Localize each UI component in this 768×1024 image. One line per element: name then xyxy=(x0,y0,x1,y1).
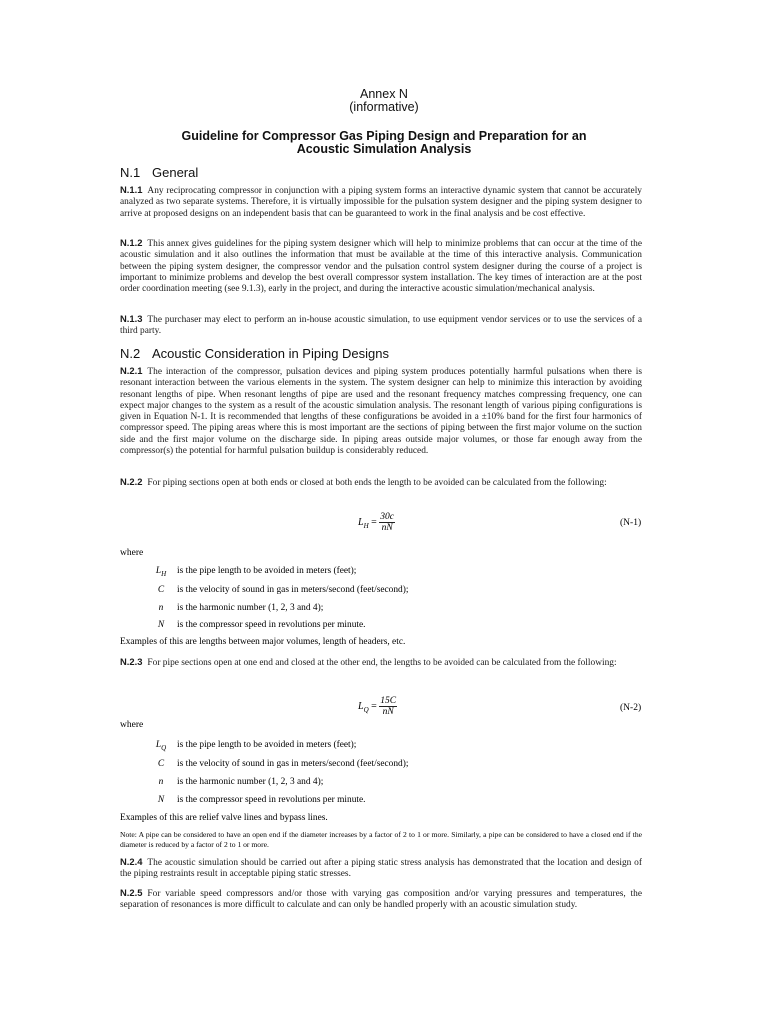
paragraph-text: For pipe sections open at one end and closed at the other end, the lengths to be avoided can be calculated from the following: xyxy=(147,658,617,668)
definition-text: is the pipe length to be avoided in meters (feet); xyxy=(177,740,357,750)
section-title: General xyxy=(152,165,199,180)
definition-text: is the harmonic number (1, 2, 3 and 4); xyxy=(177,603,324,613)
definition-row xyxy=(120,620,642,632)
equation-lhs-subscript: H xyxy=(363,521,369,530)
definition-row xyxy=(120,740,642,752)
equation-denominator: nN xyxy=(381,523,393,533)
paragraph-number: N.2.3 xyxy=(120,656,143,667)
paragraph-number: N.1.2 xyxy=(120,237,143,248)
section-heading-n1 xyxy=(120,165,198,180)
paragraph-text: The interaction of the compressor, pulsation devices and piping system produces potentially harmful pulsations when there is resonant interaction between the various elements in the system. The system designer can help to minimize this interaction by avoiding resonant lengths of pipe. When resonant lengths of pipe are used and the resonant frequency matches compressing frequency, one can expect major changes to the system as a result of the acoustic simulation analysis. The resonant length of various piping configurations is given in Equation N-1. It is recommended that lengths of these configurations be avoided in a ±10% band for the first four harmonics of compressor speed. The piping areas where this is most important are the sections of piping between the first major volume on the suction side and the first major volume on the discharge side. In piping areas outside major volumes, or those far enough away from the compressor(s) the potential for harmful pulsation buildup is considerably reduced. xyxy=(120,367,642,457)
annex-subtitle: (informative) xyxy=(349,100,419,114)
section-number: N.1 xyxy=(120,165,141,180)
paragraph-text: This annex gives guidelines for the piping system designer which will help to minimize problems that can occur at the time of the acoustic simulation and it also outlines the information that must be available at the time of this interactive analysis. Communication between the piping system designer, the compressor vendor and the pulsation control system designer during the course of a project is important to minimize problems and develop the best overall compressor system installation. The key times of interaction are at the post order coordination meeting (see 9.1.3), early in the project, and during the interactive acoustic simulation/mechanical analysis. xyxy=(120,239,642,295)
equation-numerator: 30c xyxy=(380,512,394,522)
symbol: N xyxy=(157,795,165,805)
equation-equals: = xyxy=(371,700,377,712)
examples-text-n1: Examples of this are lengths between major volumes, length of headers, etc. xyxy=(120,637,406,647)
symbol: n xyxy=(158,777,164,787)
equation-lhs: L xyxy=(358,700,364,712)
definition-row xyxy=(120,759,642,771)
equation-fraction xyxy=(379,696,397,717)
where-label: where xyxy=(120,548,144,558)
equation-label-n1: (N-1) xyxy=(620,518,642,528)
paragraph-n1-1 xyxy=(120,184,642,220)
paragraph-n2-4 xyxy=(120,856,642,881)
equation-lhs-subscript: Q xyxy=(363,705,369,714)
equation-equals: = xyxy=(371,516,377,528)
paragraph-number: N.1.1 xyxy=(120,184,143,195)
paragraph-number: N.2.4 xyxy=(120,856,143,867)
definition-row xyxy=(120,566,642,578)
definition-row xyxy=(120,585,642,597)
equation-lhs: L xyxy=(358,516,364,528)
paragraph-n2-1 xyxy=(120,365,642,457)
document-title-line-2: Acoustic Simulation Analysis xyxy=(296,142,472,156)
examples-text-n2: Examples of this are relief valve lines and bypass lines. xyxy=(120,813,328,823)
paragraph-number: N.2.2 xyxy=(120,476,143,487)
equation-label-n2: (N-2) xyxy=(620,703,642,713)
definition-text: is the velocity of sound in gas in meters/second (feet/second); xyxy=(177,585,409,595)
definition-row xyxy=(120,777,642,789)
paragraph-text: The purchaser may elect to perform an in-house acoustic simulation, to use equipment vendor services or to use the services of a third party. xyxy=(120,315,642,337)
section-number: N.2 xyxy=(120,346,141,361)
paragraph-number: N.2.5 xyxy=(120,887,143,898)
section-title: Acoustic Consideration in Piping Designs xyxy=(152,346,390,361)
paragraph-n1-3 xyxy=(120,313,642,338)
paragraph-n1-2 xyxy=(120,237,642,295)
definition-text: is the compressor speed in revolutions per minute. xyxy=(177,795,366,805)
where-label: where xyxy=(120,720,144,730)
paragraph-text: The acoustic simulation should be carried out after a piping static stress analysis has demonstrated that the location and design of the piping restraints result in acceptable piping static stresses. xyxy=(120,858,642,880)
annex-title: Annex N xyxy=(360,87,408,101)
paragraph-text: Any reciprocating compressor in conjunction with a piping system forms an interactive dynamic system that cannot be accurately analyzed as two separate systems. Therefore, it is virtually impossible for the pulsation system designer and the piping system designer to arrive at proposed designs on an independent basis that can be guaranteed to work in the final analysis and be cost effective. xyxy=(120,186,642,219)
paragraph-number: N.2.1 xyxy=(120,365,143,376)
definition-text: is the pipe length to be avoided in meters (feet); xyxy=(177,566,357,576)
definition-text: is the velocity of sound in gas in meters/second (feet/second); xyxy=(177,759,409,769)
definition-row xyxy=(120,795,642,807)
document-title-line-1: Guideline for Compressor Gas Piping Design and Preparation for an xyxy=(181,129,587,143)
paragraph-n2-5 xyxy=(120,887,642,912)
equation-denominator: nN xyxy=(382,707,394,717)
section-heading-n2 xyxy=(120,346,389,361)
definition-text: is the compressor speed in revolutions per minute. xyxy=(177,620,366,630)
symbol: $L_Q$ xyxy=(155,740,167,752)
paragraph-n2-3 xyxy=(120,656,642,669)
paragraph-text: For piping sections open at both ends or closed at both ends the length to be avoided can be calculated from the following: xyxy=(147,478,607,488)
symbol: C xyxy=(157,759,165,769)
symbol: n xyxy=(158,603,164,613)
symbol: $L_H$ xyxy=(155,566,167,578)
equation-fraction xyxy=(379,512,395,533)
equation-n1 xyxy=(358,512,395,533)
definition-text: is the harmonic number (1, 2, 3 and 4); xyxy=(177,777,324,787)
definition-row xyxy=(120,603,642,615)
symbol: N xyxy=(157,620,165,630)
note-text: Note: A pipe can be considered to have an open end if the diameter increases by a factor of 2 to 1 or more. Similarly, a pipe can be considered to have a closed end if the diameter is reduced by a factor of 2 to 1 or more. xyxy=(120,830,642,849)
paragraph-n2-2 xyxy=(120,476,642,489)
paragraph-text: For variable speed compressors and/or those with varying gas composition and/or varying pressures and temperatures, the separation of resonances is more difficult to calculate and can only be handled properly with an acoustic simulation study. xyxy=(120,889,642,911)
equation-numerator: 15C xyxy=(380,696,397,706)
paragraph-number: N.1.3 xyxy=(120,313,143,324)
symbol: C xyxy=(157,585,165,595)
equation-n2 xyxy=(358,696,397,717)
